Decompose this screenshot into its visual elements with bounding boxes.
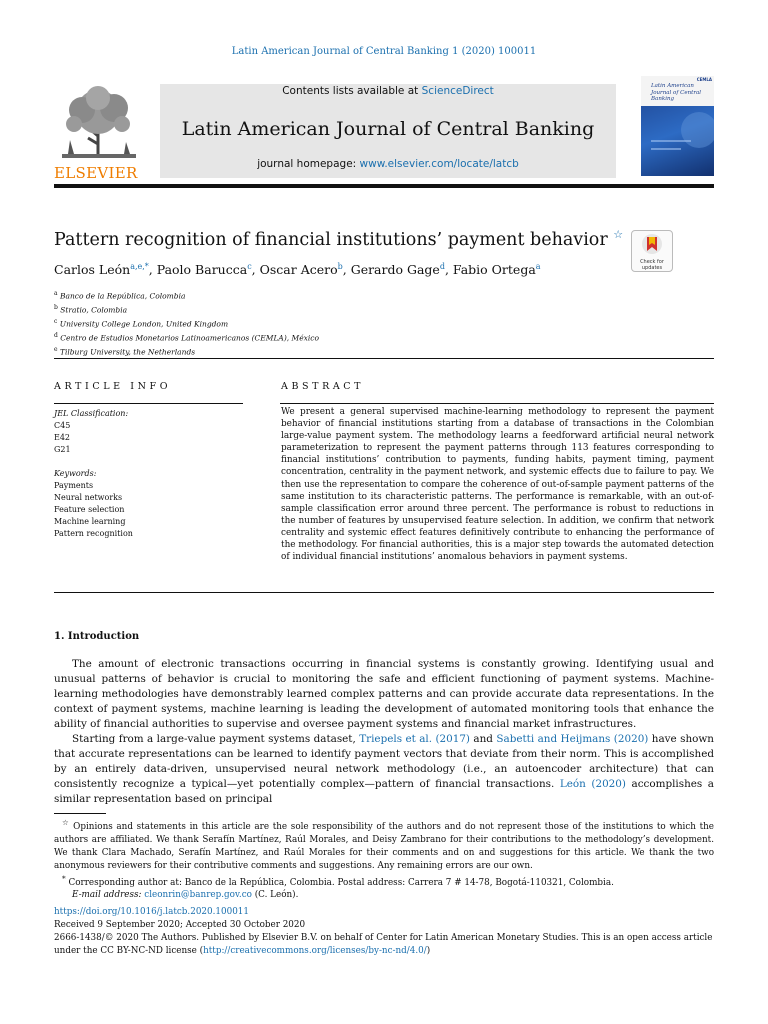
sciencedirect-link[interactable]: ScienceDirect	[421, 85, 494, 97]
publisher-wordmark: ELSEVIER	[54, 164, 138, 182]
check-for-updates-button[interactable]	[631, 230, 673, 272]
author[interactable]: Oscar Acero$^b$	[259, 262, 343, 278]
section-heading-introduction: 1. Introduction	[54, 631, 140, 642]
cover-art-icon	[641, 110, 714, 176]
introduction-body	[54, 657, 714, 807]
received-dates: Received 9 September 2020; Accepted 30 October 2020	[54, 919, 306, 930]
abstract-text: We present a general supervised machine-learning methodology to represent the payment behavior of financial institutions starting from a database of transactions in the Colombian large-value payment system. The methodology learns a feedforward artificial neural network parameterization to represent the payment patterns through 113 features corresponding to financial institutions’ contribution to payments, funding habits, payment timing, payment concentration, centrality in the payment network, and systemic effects due to failure to pay. We then use the representation to compare the coherence of out-of-sample payment patterns of the same institution to its characteristic patterns. The performance is remarkable, with an out-of-sample classification error around three percent. The performance is robust to reductions in the number of features by unsupervised feature selection. In addition, we confirm that network centrality and systemic effect features definitively contribute to enhancing the performance of the methodology. For financial authorities, this is a major step towards the automated detection of individual financial institutions’ anomalous behaviors in payment systems.	[281, 407, 714, 563]
title-footnote-mark[interactable]: ☆	[613, 228, 624, 241]
citation-link-triepels[interactable]: Triepels et al. (2017)	[359, 733, 470, 745]
author[interactable]: Paolo Barucca$^c$	[156, 262, 252, 278]
journal-citation[interactable]: Latin American Journal of Central Banking 1 (2020) 100011	[231, 46, 537, 57]
license-link[interactable]: http://creativecommons.org/licenses/by-nc-nd/4.0/	[203, 945, 427, 956]
affiliation-list	[54, 288, 319, 358]
affiliation: $^d$ Centro de Estudios Monetarios Latinoamericanos (CEMLA), México	[54, 332, 319, 343]
keyword: Neural networks	[54, 493, 123, 502]
keywords-label: Keywords:	[54, 469, 97, 478]
citation-link-sabetti[interactable]: Sabetti and Heijmans (2020)	[496, 733, 649, 745]
updates-label: Check for updates	[640, 259, 664, 271]
affiliation: $^e$ Tilburg University, the Netherlands	[54, 346, 196, 357]
jel-code: G21	[54, 445, 71, 454]
keyword: Payments	[54, 481, 94, 490]
article-info-heading: ARTICLE INFO	[54, 381, 172, 392]
abstract-heading: ABSTRACT	[281, 381, 365, 392]
cover-title: Latin American Journal of Central Banking	[651, 83, 701, 103]
keyword: Pattern recognition	[54, 529, 133, 538]
contents-line: Contents lists available at ScienceDirect	[282, 85, 494, 97]
jel-label: JEL Classification:	[54, 409, 129, 418]
journal-title: Latin American Journal of Central Banking	[181, 118, 595, 140]
author[interactable]: Fabio Ortega$^a$	[452, 262, 541, 278]
cover-badge: CEMLA	[696, 77, 712, 82]
affiliation-divider	[54, 358, 714, 359]
paper-title: Pattern recognition of financial institutions’ payment behavior ☆	[54, 228, 624, 250]
author[interactable]: Gerardo Gage$^d$	[350, 262, 445, 278]
elsevier-logo	[54, 84, 144, 182]
keyword: Machine learning	[54, 517, 126, 526]
footnote-rule	[54, 813, 106, 814]
bookmark-icon	[641, 233, 663, 255]
abstract-divider	[54, 592, 714, 593]
affiliation: $^c$ University College London, United Kingdom	[54, 318, 229, 329]
jel-code: E42	[54, 433, 71, 442]
acknowledgement-footnote: ☆ Opinions and statements in this article are the sole responsibility of the authors and do not represent those of the institutions to which the authors are affiliated. We thank Serafín Martínez, Raúl Morales, and Deisy Zambrano for their contributions to the methodology’s development. We thank Clara Machado, Serafín Martínez, and Raúl Morales for their comments and on and suggestions for this article. We thank the two anonymous reviewers for their contributive comments and suggestions. Any remaining errors are our own.	[54, 818, 715, 871]
journal-cover-image[interactable]	[641, 76, 714, 176]
email-line: E-mail address: cleonrin@banrep.gov.co (C. León).	[72, 890, 299, 901]
intro-paragraph-2: Starting from a large-value payment systems dataset, Triepels et al. (2017) and Sabetti and Heijmans (2020) have shown that accurate representations can be learned to identify payment vectors that deviate from their norm. This is accomplished by an entirely data-driven, unsupervised neural network methodology (i.e., an autoencoder architecture) that can consistently recognize a typical—yet potentially complex—pattern of financial transactions. León (2020) accomplishes a similar representation based on principal	[54, 733, 715, 805]
license-statement: 2666-1438/© 2020 The Authors. Published by Elsevier B.V. on behalf of Center for Latin American Monetary Studies. This is an open access article under the CC BY-NC-ND license (http://creativecommons.org/licenses/by-nc-nd/4.0/)	[54, 932, 713, 956]
author-list: Carlos León$^{a,e,*}$, Paolo Barucca$^c$, Oscar Acero$^b$, Gerardo Gage$^d$, Fabio Ortega$^a$	[54, 262, 541, 278]
intro-paragraph-1: The amount of electronic transactions occurring in financial systems is constantly growing. Identifying usual and unusual patterns of behavior is crucial to monitoring the safe and efficient functioning of payment systems. Machine-learning methodologies have demonstrably learned complex patterns and can provide accurate data representations. In the context of payment systems, machine learning is leading the development of automated monitoring tools that enhance the ability of financial authorities to supervise and oversee payment systems and financial market infrastructures.	[54, 658, 714, 730]
article-info	[54, 408, 244, 540]
homepage-link[interactable]: www.elsevier.com/locate/latcb	[359, 158, 519, 170]
affiliation: $^a$ Banco de la República, Colombia	[54, 290, 186, 301]
citation-link-leon[interactable]: León (2020)	[559, 778, 626, 790]
elsevier-tree-icon	[54, 84, 144, 162]
author[interactable]: Carlos León$^{a,e,*}$	[54, 262, 149, 278]
keyword: Feature selection	[54, 505, 125, 514]
affiliation: $^b$ Stratio, Colombia	[54, 304, 128, 315]
header-divider	[54, 184, 714, 188]
email-link[interactable]: cleonrin@banrep.gov.co	[144, 890, 252, 901]
corresponding-author-footnote: * Corresponding author at: Banco de la República, Colombia. Postal address: Carrera 7 # 14-78, Bogotá-110321, Colombia.	[62, 873, 614, 888]
abstract-rule	[280, 403, 714, 404]
doi-link[interactable]: https://doi.org/10.1016/j.latcb.2020.100011	[54, 907, 249, 917]
publication-info	[54, 906, 714, 958]
homepage-line: journal homepage: www.elsevier.com/locate/latcb	[257, 158, 519, 170]
jel-code: C45	[54, 421, 71, 430]
article-info-rule	[54, 403, 243, 404]
footnotes	[54, 817, 714, 902]
